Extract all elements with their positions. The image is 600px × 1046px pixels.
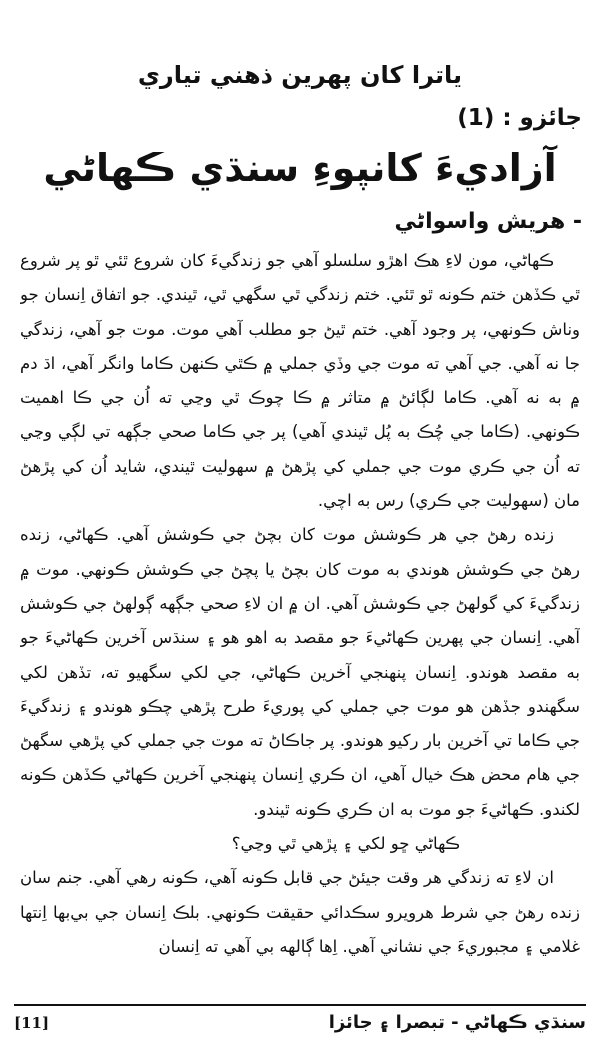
body-paragraph-1: ڪهاڻي، مون لاءِ هڪ اهڙو سلسلو آهي جو زندگيءَ کان شروع ٿئي ٿو پر شروع ٿي ڪڏهن ختم ڪونه ٿو ٿئي. ختم زندگي ٿي سگهي ٿي، ٿيندي. جو اتفاق اِنسان جو وناش ڪونهي، پر وجود آهي. ختم ٿيڻ جو مطلب آهي موت. موت جو آهي، زندگي جا نه آهي. جي آهي ته موت جي وڏي جملي ۾ ڪٿي ڪنهن ڪاما وانگر آهي، اڌ دم ۾ به نه آهي. ڪاما لڳائڻ ۾ متاثر ۾ ڪا چوڪ ٿي وڃي ته اُن جي ڪا اهميت ڪونهي. (ڪاما جي چُڪ به پُل ٿيندي آهي) پر جي ڪاما صحي جڳهه تي لڳي وڃي ته اُن جي ڪري موت جي جملي کي پڙهڻ ۾ سهوليت ٿيندي، شايد اُن کي پڙهڻ مان (سهوليت جي ڪري) رس به اچي. bbox=[20, 251, 580, 511]
page-number: [11] bbox=[14, 1014, 50, 1032]
running-footer-title: سنڌي ڪهاڻي - تبصرا ۽ جائزا bbox=[328, 1012, 586, 1033]
body-paragraph-2: زنده رهڻ جي هر ڪوشش موت کان بچڻ جي ڪوشش آهي. ڪهاڻي، زنده رهڻ جي ڪوشش هوندي به موت کان بچڻ يا پچڻ جي ڪوشش ڪونهي. موت ۾ زندگيءَ کي گولهڻ جي ڪوشش آهي. ان ۾ ان لاءِ صحي جڳهه ڳولهڻ جي ڪوشش آهي. اِنسان جي پهرين ڪهاڻيءَ جو مقصد به اهو هو ۽ سنڌس آخرين ڪهاڻيءَ جو به مقصد هوندو. اِنسان پنهنجي آخرين ڪهاڻي، جي لکي سگهيو ته، تڏهن لکي سگهندو جڏهن هو موت جي جملي کي پوريءَ طرح پڙهي چڪو هوندو ۽ زندگيءَ جي ڪاما تي آخرين بار رکيو هوندو. پر جاڪاڻ ته موت جي جملي کي پڙهي سگهڻ جي هام محض هڪ خيال آهي، ان ڪري اِنسان پنهنجي آخرين ڪهاڻي ڪڏهن ڪونه لکندو. ڪهاڻيءَ جو موت به ان ڪري ڪونه ٿيندو. bbox=[20, 525, 580, 819]
section-label: جائزو : (1) bbox=[457, 105, 582, 131]
footer-divider bbox=[14, 1004, 586, 1006]
question-line: ڪهاڻي ڇو لکي ۽ پڙهي ٿي وڃي؟ bbox=[231, 834, 460, 854]
author-name: - هريش واسواڻي bbox=[394, 209, 582, 234]
body-paragraph-3: ان لاءِ ته زندگي هر وقت جيئڻ جي قابل ڪونه آهي، ڪونه رهي آهي. جنم سان زنده رهڻ جي شرط هرويرو سڪدائي حقيقت ڪونهي. بلڪ اِنسان جي بي‌بها اِنتها غلامي ۽ مجبوريءَ جي نشاني آهي. اِها ڳالهه بي آهي ته اِنسان bbox=[20, 868, 580, 956]
article-body bbox=[20, 244, 580, 998]
book-title: ياترا کان پهرين ذهني تياري bbox=[137, 61, 463, 89]
story-title: آزاديءَ کانپوءِ سنڌي ڪهاڻي bbox=[43, 146, 557, 190]
